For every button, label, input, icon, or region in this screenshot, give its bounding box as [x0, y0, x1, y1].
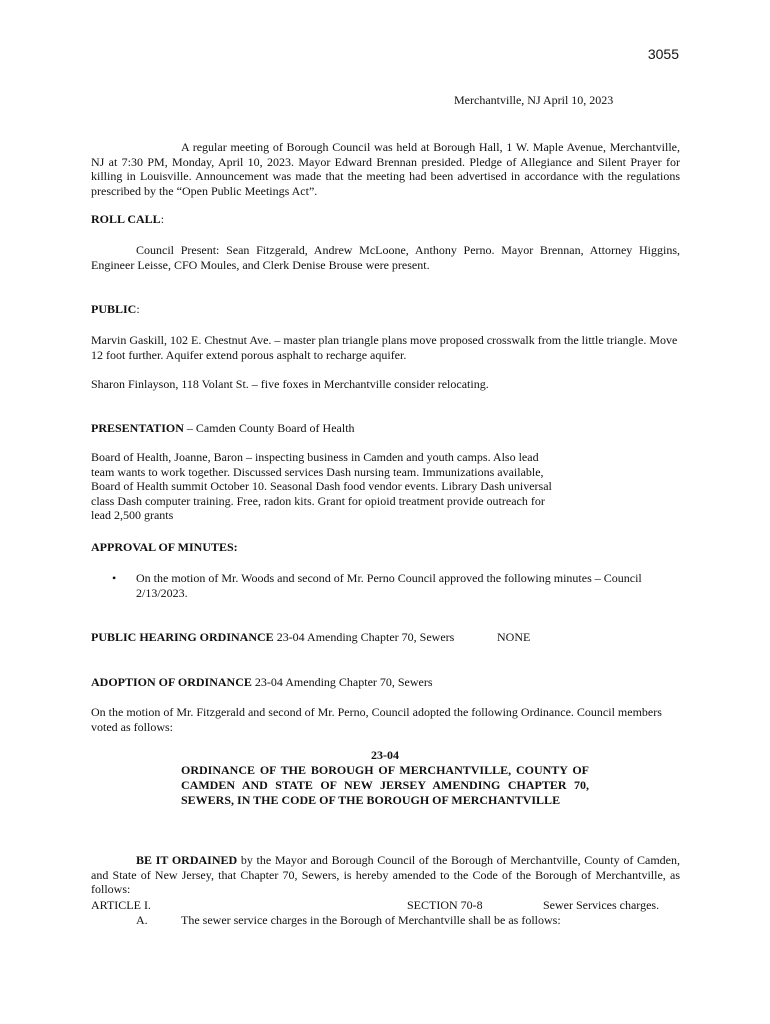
adoption-motion: On the motion of Mr. Fitzgerald and second of Mr. Perno, Council adopted the following Ordinance. Council members voted as follows: — [91, 705, 662, 734]
section-title: Sewer Services charges. — [543, 898, 660, 912]
presentation-heading — [91, 421, 680, 436]
public-item-1: Marvin Gaskill, 102 E. Chestnut Ave. – master plan triangle plans move proposed crosswalk from the little triangle. Move 12 foot further. Aquifer extend porous asphalt to recharge aquifer. — [91, 333, 678, 362]
approval-item: On the motion of Mr. Woods and second of Mr. Perno Council approved the following minutes – Council 2/13/2023. — [136, 571, 642, 600]
public-hearing-text: 23-04 Amending Chapter 70, Sewers — [273, 630, 455, 644]
roll-call-heading-text: ROLL CALL — [91, 212, 161, 226]
roll-call-colon: : — [160, 212, 165, 226]
roll-call-text: Council Present: Sean Fitzgerald, Andrew McLoone, Anthony Perno. Mayor Brennan, Attorney Higgins, Engineer Leisse, CFO Moules, and Clerk Denise Brouse were present. — [91, 243, 680, 272]
public-hearing-line — [91, 630, 680, 645]
presentation-heading-text: PRESENTATION — [91, 421, 184, 435]
ordinance-block — [181, 748, 589, 808]
roll-call-heading — [91, 212, 680, 227]
presentation-line: Board of Health summit October 10. Seasonal Dash food vendor events. Library Dash universal — [91, 479, 552, 494]
approval-heading: APPROVAL OF MINUTES: — [91, 540, 238, 554]
public-heading-text: PUBLIC — [91, 302, 137, 316]
adoption-heading: ADOPTION OF ORDINANCE — [91, 675, 252, 689]
public-hearing-status: NONE — [497, 630, 531, 644]
presentation-line: team wants to work together. Discussed services Dash nursing team. Immunizations available, — [91, 464, 544, 479]
bullet-icon: • — [112, 571, 117, 585]
page-number: 3055 — [647, 46, 679, 62]
presentation-line: Board of Health, Joanne, Baron – inspecting business in Camden and youth camps. Also lead — [91, 450, 539, 464]
be-it-ordained-text: by the Mayor and Borough Council of the Borough of Merchantville, County of Camden, and State of New Jersey, that Chapter 70, Sewers, is hereby amended to the Code of the Borough of Merchantville, as follows: — [91, 853, 680, 897]
adoption-line — [91, 675, 680, 690]
dateline: Merchantville, NJ April 10, 2023 — [454, 93, 614, 107]
article-label: ARTICLE I. — [91, 898, 151, 912]
presentation-line: lead 2,500 grants — [91, 508, 174, 523]
public-heading — [91, 302, 680, 317]
intro-paragraph: A regular meeting of Borough Council was held at Borough Hall, 1 W. Maple Avenue, Merchantville, NJ at 7:30 PM, Monday, April 10, 2023. Mayor Edward Brennan presided. Pledge of Allegiance and Silent Prayer for killing in Louisville. Announcement was made that the meeting had been advertised in accordance with the regulations prescribed by the “Open Public Meetings Act”. — [91, 140, 680, 198]
adoption-text: 23-04 Amending Chapter 70, Sewers — [251, 675, 433, 689]
presentation-subtitle: – Camden County Board of Health — [183, 421, 355, 435]
ordinance-number: 23-04 — [371, 748, 399, 762]
ordinance-title: ORDINANCE OF THE BOROUGH OF MERCHANTVILLE, COUNTY OF CAMDEN AND STATE OF NEW JERSEY AMENDING CHAPTER 70, SEWERS, IN THE CODE OF THE BOROUGH OF MERCHANTVILLE — [181, 763, 589, 807]
section-number: SECTION 70-8 — [407, 898, 483, 912]
presentation-line: class Dash computer training. Free, radon kits. Grant for opioid treatment provide outreach for — [91, 493, 545, 508]
public-hearing-heading: PUBLIC HEARING ORDINANCE — [91, 630, 274, 644]
subsection-a-text: The sewer service charges in the Borough of Merchantville shall be as follows: — [181, 913, 561, 927]
be-it-ordained-paragraph — [91, 853, 680, 897]
public-item-2: Sharon Finlayson, 118 Volant St. – five foxes in Merchantville consider relocating. — [91, 377, 489, 391]
subsection-a-label: A. — [136, 913, 148, 927]
be-it-ordained-lead: BE IT ORDAINED — [136, 853, 238, 867]
presentation-text — [91, 450, 581, 523]
public-colon: : — [136, 302, 140, 316]
